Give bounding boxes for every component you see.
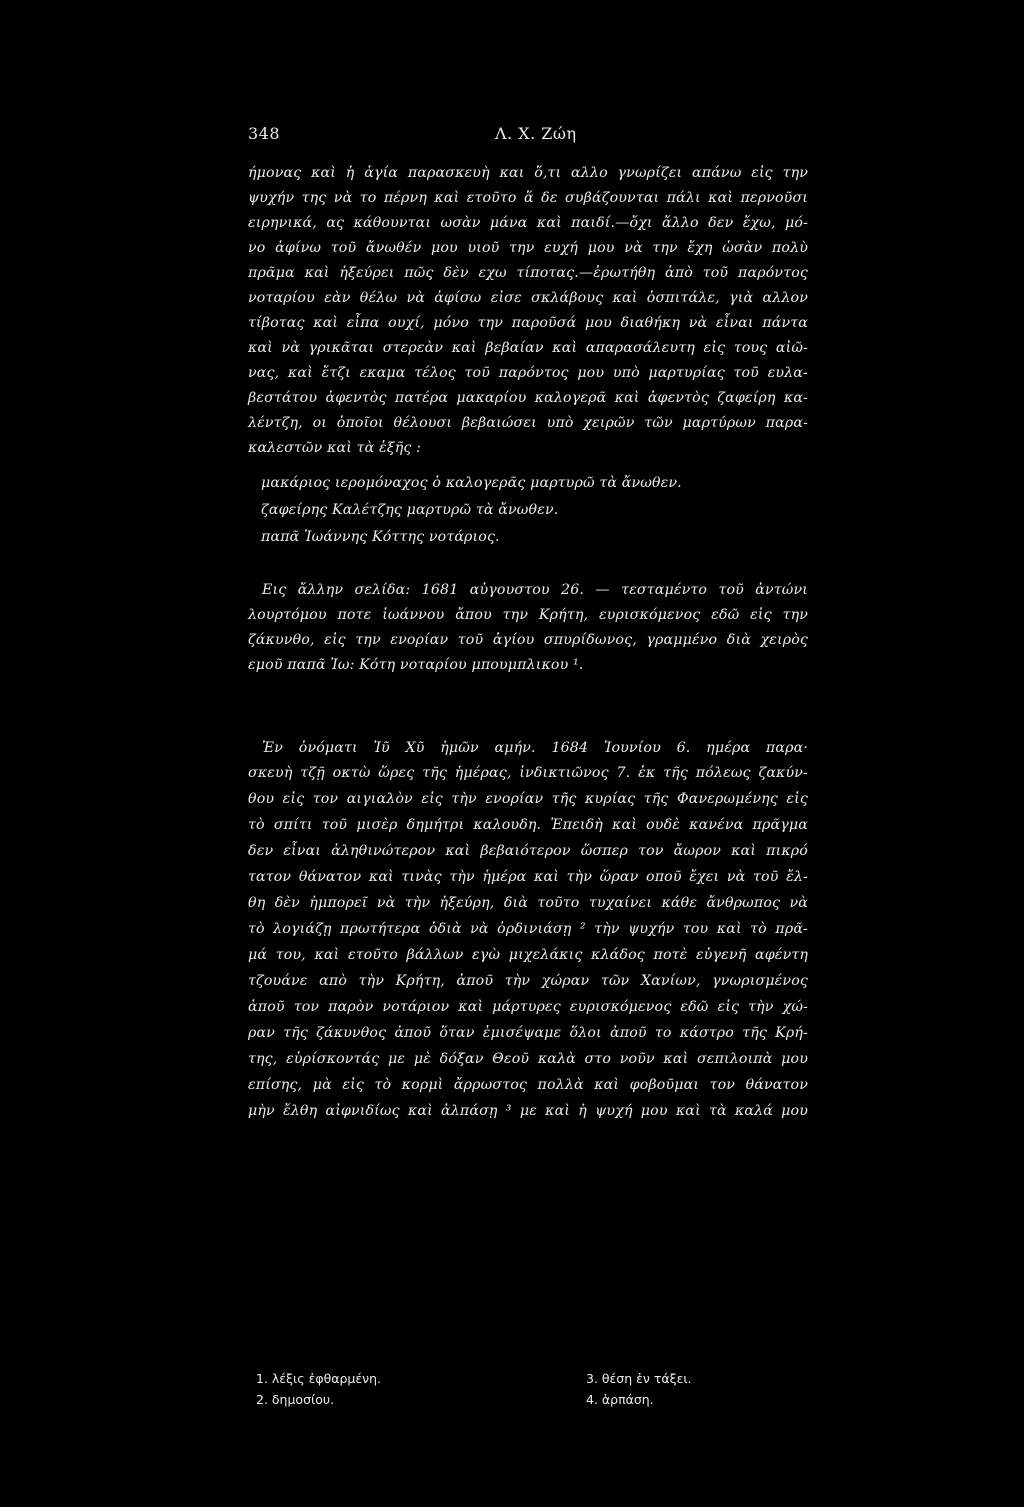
body-line: νας, καὶ ἔτζι εκαμα τέλος τοῦ παρόντος μου υπὸ μαρτυρίας τοῦ ευλα- <box>248 365 808 381</box>
note-line: ζάκυνθο, εἰς την ενορίαν τοῦ ἁγίου σπυρίδωνος, γραμμένο διὰ χειρὸς <box>248 632 808 648</box>
note-line: λουρτόμου ποτε ἰωάννου ἄπου την Κρήτη, ευρισκόμενος εδῶ εἰς την <box>248 607 808 623</box>
document-line: τατον θάνατον καὶ τινὰς τὴν ἡμέρα καὶ τὴν ὥραν οποῦ ἔχει νὰ τοῦ ἔλ- <box>248 869 808 885</box>
witness-line: παπᾶ Ἰωάννης Κόττης νοτάριος. <box>261 529 500 545</box>
document-line: θου εἰς τον αιγιαλὸν εἰς τὴν ενορίαν τῆς κυρίας τῆς Φανερωμένης εἰς <box>248 791 808 807</box>
body-line: νο ἀφίνω τοῦ ἄνωθέν μου υιοῦ την ευχή μου νὰ την ἔχη ὡσὰν πολὺ <box>248 240 808 256</box>
note-line: εμοῦ παπᾶ Ἰω: Κότη νοταρίου μπουμπλικου ¹. <box>248 657 584 673</box>
page-number: 348 <box>248 124 281 143</box>
document-line: τὸ λογιάζῃ πρωτήτερα ὁδιὰ νὰ ὀρδινιάσῃ ² τὴν ψυχήν του καὶ τὸ πρᾶ- <box>248 921 808 937</box>
body-line: ήμονας καὶ ἡ ἁγία παρασκευὴ και ὅ,τι αλλο γνωρίζει απάνω εἰς την <box>248 165 808 181</box>
document-line: τὸ σπίτι τοῦ μισὲρ δημήτρι καλουδη. Ἐπειδὴ καὶ ουδὲ κανένα πρᾶγμα <box>248 817 808 833</box>
document-line: μά του, καὶ ετοῦτο βάλλων εγὼ μιχελάκις κλάδος ποτὲ εὐγενῆ αφέντη <box>248 947 808 963</box>
document-line: τζουάνε απὸ τὴν Κρήτη, ἀποῦ τὴν χώραν τῶν Χανίων, γνωρισμένος <box>248 973 808 989</box>
document-line: ἀποῦ τον παρὸν νοτάριον καὶ μάρτυρες ευρισκόμενος εδῶ εἰς τὴν χώ- <box>248 999 808 1015</box>
footnote-2: 2. δημοσίου. <box>256 1392 335 1407</box>
footnote-4: 4. ἁρπάση. <box>586 1392 654 1407</box>
body-line: βεστάτου ἀφεντὸς πατέρα μακαρίου καλογερᾶ καὶ ἀφεντὸς ζαφείρη κα- <box>248 390 808 406</box>
body-line: τίβοτας καὶ εἶπα ουχί, μόνο την παροῦσά μου διαθήκη νὰ εἶναι πάντα <box>248 315 808 331</box>
body-line: ψυχήν της νὰ το πέρνη καὶ ετοῦτο ἅ δε συβάζουνται πάλι καὶ περνοῦσι <box>248 190 808 206</box>
body-line: καλεστῶν καὶ τὰ ἑξῆς : <box>248 440 422 456</box>
witness-line: ζαφείρης Καλέτζης μαρτυρῶ τὰ ἄνωθεν. <box>261 502 559 518</box>
body-line: καὶ νὰ γρικᾶται στερεὰν καὶ βεβαίαν καὶ απαρασάλευτη εἰς τους αἰῶ- <box>248 340 808 356</box>
body-line: ειρηνικά, ας κάθουνται ωσὰν μάνα καὶ παιδί.—ὄχι ἄλλο δεν ἔχω, μό- <box>248 215 808 231</box>
document-line: της, εὑρίσκοντάς με μὲ δόξαν Θεοῦ καλὰ στο νοῦν καὶ σεπιλοιπὰ μου <box>248 1051 808 1067</box>
document-line: σκευὴ τζῇ οκτὼ ὥρες τῆς ἡμέρας, ἰνδικτιῶνος 7. ἐκ τῆς πόλεως ζακύν- <box>248 765 808 781</box>
document-line: μὴν ἔλθη αἰφνιδίως καὶ ἀλπάσῃ ³ με καὶ ἡ ψυχή μου καὶ τὰ καλά μου <box>248 1103 808 1119</box>
footnote-1: 1. λέξις ἐφθαρμένη. <box>256 1371 381 1386</box>
document-line: επίσης, μὰ εἰς τὸ κορμὶ ἄρρωστος πολλὰ καὶ φοβοῦμαι τον θάνατον <box>248 1077 808 1093</box>
note-line: Εις ἄλλην σελίδα: 1681 αὐγουστου 26. — τεσταμέντο τοῦ ἀντώνι <box>262 582 808 598</box>
body-line: νοταρίου εὰν θέλω νὰ ἀφίσω εἰσε σκλάβους καὶ ὀσπιτάλε, γιὰ αλλον <box>248 290 808 306</box>
footnote-3: 3. θέση ἐν τάξει. <box>586 1371 692 1386</box>
body-line: πρᾶμα καὶ ἠξεύρει πῶς δὲν εχω τίποτας.—ἐρωτήθη ἀπὸ τοῦ παρόντος <box>248 265 808 281</box>
document-line: δεν εἶναι ἀληθινώτερον καὶ βεβαιότερον ὥσπερ τον ἄωρον καὶ πικρό <box>248 843 808 859</box>
witness-line: μακάριος ιερομόναχος ὁ καλογερᾶς μαρτυρῶ τὰ ἄνωθεν. <box>261 475 682 491</box>
running-head: Λ. Χ. Ζώη <box>495 124 577 143</box>
page-header <box>248 124 808 148</box>
document-line: θη δὲν ἠμπορεῖ νὰ τὴν ἠξεύρη, διὰ τοῦτο τυχαίνει κάθε ἄνθρωπος νὰ <box>248 895 808 911</box>
document-line: ραν τῆς ζάκυνθος ἀποῦ ὅταν ἐμισέψαμε ὅλοι ἀποῦ το κάστρο τῆς Κρή- <box>248 1025 808 1041</box>
body-line: λέντζη, οι ὁποῖοι θέλουσι βεβαιώσει υπὸ χειρῶν τῶν μαρτύρων παρα- <box>248 415 808 431</box>
document-line: Ἐν ὀνόματι Ἰῦ Χῦ ἡμῶν αμήν. 1684 Ἰουνίου 6. ημέρα παρα· <box>262 740 808 756</box>
